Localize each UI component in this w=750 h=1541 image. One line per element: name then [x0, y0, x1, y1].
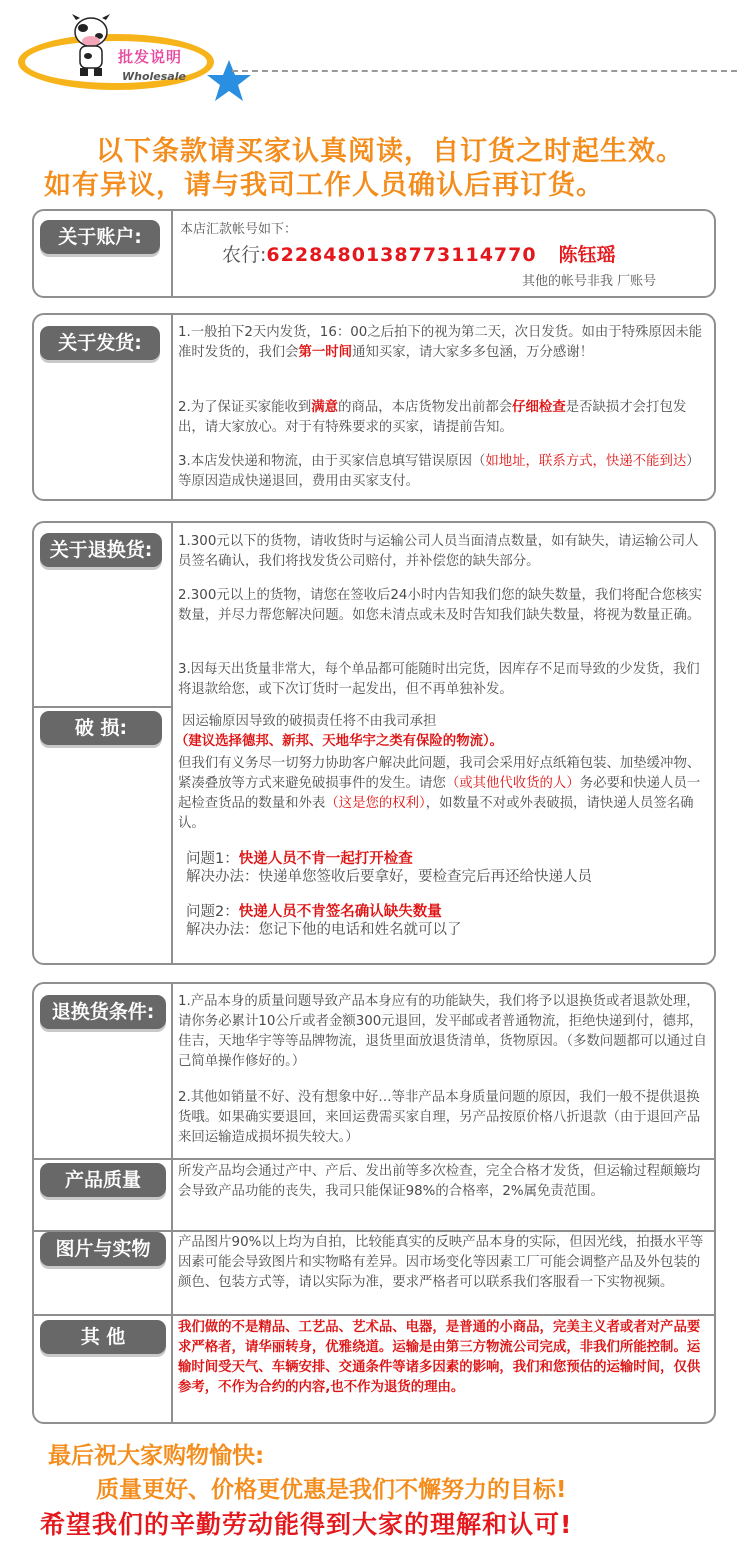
account-line: [222, 240, 616, 267]
quality-text: 所发产品均会通过产中、产后、发出前等多次检查，完全合格才发货，但运输过程颠簸均会导致产品功能的丧失，我司只能保证98%的合格率，2%属免责范围。: [178, 1164, 701, 1199]
footer-line-2: 质量更好、价格更优惠是我们不懈努力的目标!: [96, 1477, 567, 1503]
shipping-p1: 1.一般拍下2天内发货，16：00之后拍下的视为第二天，次日发货。如由于特殊原因未能准时发货的，我们会第一时间通知买家，请大家多多包涵，万分感谢！: [178, 325, 703, 360]
quality-label: 产品质量: [40, 1163, 166, 1197]
badge-subtitle: Wholesale: [122, 70, 186, 83]
problem-2: 问题2：快递人员不肯签名确认缺失数量: [186, 904, 442, 920]
solution-1: 解决办法：快递单您签收后要拿好，要检查完后再还给快递人员: [186, 869, 592, 885]
other-text: 我们做的不是精品、工艺品、艺术品、电器，是普通的小商品，完美主义者或者对产品要求严格者，请华丽转身，优雅绕道。运输是由第三方物流公司完成，非我们所能控制。运输时间受天气、车辆安排、交通条件等诸多因素的影响，我们和您预估的运输时间，仅供参考，不作为合约的内容,也不作为退货的理由。: [178, 1320, 701, 1395]
account-name: 陈钰瑶: [558, 244, 616, 266]
account-bank: 农行:: [222, 244, 267, 266]
problem-1: 问题1：快递人员不肯一起打开检查: [186, 851, 413, 867]
headline-1: 以下条款请买家认真阅读，自订货之时起生效。: [96, 136, 684, 167]
account-label: 关于账户:: [40, 220, 160, 254]
account-other-note: 其他的帐号非我 厂账号: [522, 274, 657, 289]
other-label: 其 他: [40, 1320, 166, 1354]
returns-p1: 1.300元以下的货物，请收货时与运输公司人员当面清点数量，如有缺失，请运输公司人员签名确认，我们将找发货公司赔付，并补偿您的缺失部分。: [178, 534, 699, 569]
account-number: 6228480138773114770: [266, 244, 537, 266]
damage-line1: 因运输原因导致的破损责任将不由我司承担: [182, 714, 437, 729]
returns-label: 关于退换货:: [40, 533, 162, 567]
footer-line-1: 最后祝大家购物愉快:: [48, 1443, 265, 1469]
conditions-p2: 2.其他如销量不好、没有想象中好…等非产品本身质量问题的原因，我们一般不提供退换货哦。如果确实要退回，来回运费需买家自理，另产品按原价格八折退款（由于退回产品来回运输造成损坏损失较大。）: [178, 1090, 701, 1145]
cow-mascot-icon: [68, 12, 114, 78]
blue-star-icon: [206, 58, 252, 104]
damage-paragraph: 但我们有义务尽一切努力协助客户解决此问题，我司会采用好点纸箱包装、加垫缓冲物、紧凑叠放等方式来避免破损事件的发生。请您（或其他代收货的人）务必要和快递人员一起检查货品的数量和外表（这是您的权利），如数量不对或外表破损，请快递人员签名确认。: [178, 756, 701, 831]
returns-p3: 3.因每天出货量非常大，每个单品都可能随时出完货，因库存不足而导致的少发货，我们将退款给您，或下次订货时一起发出，但不再单独补发。: [178, 662, 700, 697]
wholesale-badge: [18, 28, 218, 90]
shipping-p2: 2.为了保证买家能收到满意的商品，本店货物发出前都会仔细检查是否缺损才会打包发出，请大家放心。对于有特殊要求的买家，请提前告知。: [178, 400, 687, 435]
photos-text: 产品图片90%以上均为自拍，比较能真实的反映产品本身的实际，但因光线，拍摄水平等因素可能会导致图片和实物略有差异。因市场变化等因素工厂可能会调整产品及外包装的颜色、包装方式等，请以实际为准，要求严格者可以联系我们客服看一下实物视频。: [178, 1235, 704, 1290]
conditions-p1: 1.产品本身的质量问题导致产品本身应有的功能缺失，我们将予以退换货或者退款处理，请你务必累计10公斤或者金额300元退回，发平邮或者普通物流，拒绝快递到付，德邦，佳吉，天地华宇等等品牌物流，退货里面放退货清单，货物原因。（多数问题都可以通过自己简单操作修好的。）: [178, 994, 707, 1069]
shipping-label: 关于发货:: [40, 326, 160, 360]
headline-2: 如有异议，请与我司工作人员确认后再订货。: [44, 170, 604, 201]
account-title: 本店汇款帐号如下：: [180, 222, 298, 237]
conditions-label: 退换货条件:: [40, 995, 166, 1029]
dashed-divider: [232, 70, 737, 72]
solution-2: 解决办法：您记下他的电话和姓名就可以了: [186, 922, 462, 938]
damage-line2: （建议选择德邦、新邦、天地华宇之类有保险的物流）。: [175, 734, 504, 749]
returns-p2: 2.300元以上的货物，请您在签收后24小时内告知我们您的缺失数量，我们将配合您核实数量，并尽力帮您解决问题。如您未清点或未及时告知我们缺失数量，将视为数量正确。: [178, 588, 703, 623]
badge-title: 批发说明: [118, 48, 183, 66]
footer-line-3: 希望我们的辛勤劳动能得到大家的理解和认可!: [40, 1510, 573, 1539]
shipping-p3: 3.本店发快递和物流，由于买家信息填写错误原因（如地址，联系方式，快递不能到达）等原因造成快递退回，费用由买家支付。: [178, 454, 700, 489]
damage-label: 破 损:: [40, 711, 162, 745]
photos-label: 图片与实物: [40, 1232, 166, 1266]
